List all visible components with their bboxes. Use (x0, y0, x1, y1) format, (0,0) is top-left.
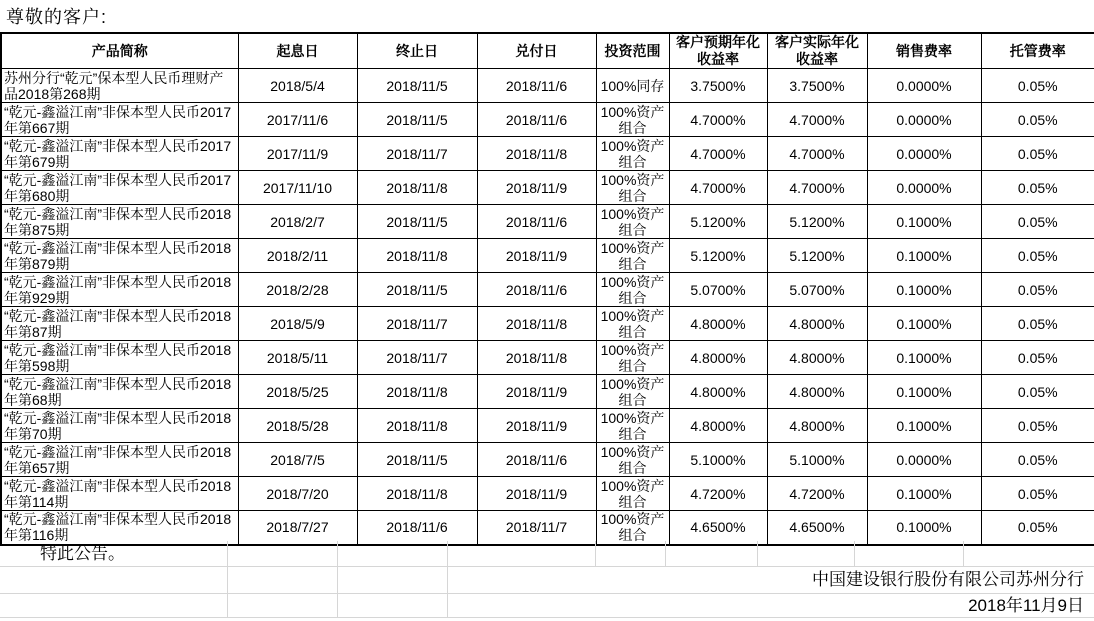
cell-payment-date: 2018/11/9 (477, 409, 596, 443)
header-row (1, 33, 1094, 69)
cell-actual-yield: 4.8000% (767, 341, 867, 375)
cell-end-date: 2018/11/8 (357, 171, 477, 205)
cell-scope: 100%同存 (596, 69, 669, 103)
cell-start-date: 2018/2/7 (238, 205, 357, 239)
closing-text: 特此公告。 (40, 544, 125, 563)
cell-scope: 100%资产组合 (596, 409, 669, 443)
cell-scope: 100%资产组合 (596, 477, 669, 511)
table-header (1, 33, 1094, 69)
cell-end-date: 2018/11/8 (357, 409, 477, 443)
cell-start-date: 2017/11/6 (238, 103, 357, 137)
cell-expected-yield: 5.1200% (669, 205, 767, 239)
cell-actual-yield: 4.8000% (767, 307, 867, 341)
table-row (1, 69, 1094, 103)
cell-custody-fee: 0.05% (981, 205, 1094, 239)
cell-actual-yield: 4.7000% (767, 103, 867, 137)
cell-actual-yield: 3.7500% (767, 69, 867, 103)
cell-start-date: 2018/5/28 (238, 409, 357, 443)
cell-custody-fee: 0.05% (981, 409, 1094, 443)
cell-product: “乾元-鑫溢江南”非保本型人民币2018年第879期 (1, 239, 238, 273)
cell-product: 苏州分行“乾元”保本型人民币理财产品2018第268期 (1, 69, 238, 103)
cell-product: “乾元-鑫溢江南”非保本型人民币2018年第657期 (1, 443, 238, 477)
cell-payment-date: 2018/11/8 (477, 341, 596, 375)
table-row (1, 273, 1094, 307)
cell-start-date: 2018/5/25 (238, 375, 357, 409)
cell-sales-fee: 0.1000% (867, 341, 981, 375)
table-row (1, 137, 1094, 171)
cell-expected-yield: 3.7500% (669, 69, 767, 103)
cell-expected-yield: 4.8000% (669, 409, 767, 443)
cell-product: “乾元-鑫溢江南”非保本型人民币2018年第929期 (1, 273, 238, 307)
cell-actual-yield: 5.0700% (767, 273, 867, 307)
column-header-product: 产品简称 (1, 33, 238, 69)
cell-custody-fee: 0.05% (981, 239, 1094, 273)
table-row (1, 307, 1094, 341)
cell-expected-yield: 4.7000% (669, 137, 767, 171)
cell-start-date: 2018/2/28 (238, 273, 357, 307)
excel-gridline (665, 541, 666, 566)
column-header-custody-fee: 托管费率 (981, 33, 1094, 69)
cell-custody-fee: 0.05% (981, 171, 1094, 205)
footer-area (0, 541, 1094, 621)
column-header-start-date: 起息日 (238, 33, 357, 69)
cell-expected-yield: 4.6500% (669, 511, 767, 545)
cell-actual-yield: 4.7000% (767, 137, 867, 171)
cell-expected-yield: 5.0700% (669, 273, 767, 307)
cell-sales-fee: 0.1000% (867, 205, 981, 239)
cell-end-date: 2018/11/5 (357, 205, 477, 239)
cell-payment-date: 2018/11/6 (477, 273, 596, 307)
column-header-expected-yield: 客户预期年化收益率 (669, 33, 767, 69)
cell-actual-yield: 5.1000% (767, 443, 867, 477)
cell-end-date: 2018/11/7 (357, 307, 477, 341)
cell-scope: 100%资产组合 (596, 443, 669, 477)
table-row (1, 409, 1094, 443)
excel-gridline (595, 541, 596, 566)
table-row (1, 205, 1094, 239)
cell-scope: 100%资产组合 (596, 171, 669, 205)
cell-payment-date: 2018/11/8 (477, 307, 596, 341)
cell-end-date: 2018/11/5 (357, 443, 477, 477)
excel-gridline (0, 593, 1094, 594)
cell-actual-yield: 4.7000% (767, 171, 867, 205)
cell-custody-fee: 0.05% (981, 511, 1094, 545)
cell-payment-date: 2018/11/6 (477, 103, 596, 137)
table-body (1, 69, 1094, 545)
cell-scope: 100%资产组合 (596, 375, 669, 409)
cell-start-date: 2018/5/11 (238, 341, 357, 375)
cell-sales-fee: 0.1000% (867, 273, 981, 307)
cell-custody-fee: 0.05% (981, 477, 1094, 511)
column-header-payment-date: 兑付日 (477, 33, 596, 69)
cell-product: “乾元-鑫溢江南”非保本型人民币2018年第114期 (1, 477, 238, 511)
cell-payment-date: 2018/11/9 (477, 477, 596, 511)
excel-gridline (757, 541, 758, 566)
cell-payment-date: 2018/11/9 (477, 375, 596, 409)
cell-scope: 100%资产组合 (596, 511, 669, 545)
cell-sales-fee: 0.1000% (867, 239, 981, 273)
cell-expected-yield: 4.7200% (669, 477, 767, 511)
cell-payment-date: 2018/11/9 (477, 171, 596, 205)
cell-custody-fee: 0.05% (981, 69, 1094, 103)
excel-gridline (337, 541, 338, 617)
cell-sales-fee: 0.1000% (867, 511, 981, 545)
table-row (1, 375, 1094, 409)
table-row (1, 239, 1094, 273)
cell-scope: 100%资产组合 (596, 273, 669, 307)
cell-custody-fee: 0.05% (981, 307, 1094, 341)
cell-product: “乾元-鑫溢江南”非保本型人民币2018年第70期 (1, 409, 238, 443)
cell-end-date: 2018/11/5 (357, 103, 477, 137)
cell-custody-fee: 0.05% (981, 341, 1094, 375)
table-row (1, 341, 1094, 375)
column-header-sales-fee: 销售费率 (867, 33, 981, 69)
cell-end-date: 2018/11/6 (357, 511, 477, 545)
cell-start-date: 2018/7/5 (238, 443, 357, 477)
cell-start-date: 2018/7/20 (238, 477, 357, 511)
excel-gridline (963, 541, 964, 566)
cell-actual-yield: 5.1200% (767, 205, 867, 239)
announcement-table (0, 32, 1094, 546)
bank-signature: 中国建设银行股份有限公司苏州分行 (812, 570, 1084, 589)
cell-sales-fee: 0.0000% (867, 69, 981, 103)
cell-scope: 100%资产组合 (596, 239, 669, 273)
cell-actual-yield: 5.1200% (767, 239, 867, 273)
cell-product: “乾元-鑫溢江南”非保本型人民币2018年第598期 (1, 341, 238, 375)
cell-expected-yield: 4.7000% (669, 171, 767, 205)
cell-custody-fee: 0.05% (981, 103, 1094, 137)
cell-start-date: 2018/2/11 (238, 239, 357, 273)
excel-gridline (0, 617, 1094, 618)
cell-product: “乾元-鑫溢江南”非保本型人民币2018年第87期 (1, 307, 238, 341)
cell-sales-fee: 0.1000% (867, 307, 981, 341)
cell-product: “乾元-鑫溢江南”非保本型人民币2018年第875期 (1, 205, 238, 239)
cell-scope: 100%资产组合 (596, 307, 669, 341)
cell-expected-yield: 4.8000% (669, 375, 767, 409)
greeting-text: 尊敬的客户: (6, 7, 108, 27)
cell-expected-yield: 4.7000% (669, 103, 767, 137)
cell-sales-fee: 0.1000% (867, 409, 981, 443)
cell-start-date: 2018/5/4 (238, 69, 357, 103)
cell-payment-date: 2018/11/6 (477, 205, 596, 239)
table-row (1, 443, 1094, 477)
cell-payment-date: 2018/11/8 (477, 137, 596, 171)
cell-actual-yield: 4.8000% (767, 409, 867, 443)
cell-product: “乾元-鑫溢江南”非保本型人民币2017年第667期 (1, 103, 238, 137)
column-header-scope: 投资范围 (596, 33, 669, 69)
cell-payment-date: 2018/11/6 (477, 443, 596, 477)
cell-sales-fee: 0.0000% (867, 171, 981, 205)
cell-custody-fee: 0.05% (981, 375, 1094, 409)
table-row (1, 511, 1094, 545)
cell-product: “乾元-鑫溢江南”非保本型人民币2018年第116期 (1, 511, 238, 545)
table-row (1, 171, 1094, 205)
cell-start-date: 2017/11/9 (238, 137, 357, 171)
cell-scope: 100%资产组合 (596, 103, 669, 137)
cell-payment-date: 2018/11/6 (477, 69, 596, 103)
cell-end-date: 2018/11/7 (357, 137, 477, 171)
cell-sales-fee: 0.0000% (867, 137, 981, 171)
cell-sales-fee: 0.1000% (867, 477, 981, 511)
cell-product: “乾元-鑫溢江南”非保本型人民币2018年第68期 (1, 375, 238, 409)
cell-custody-fee: 0.05% (981, 137, 1094, 171)
excel-gridline (227, 541, 228, 617)
cell-start-date: 2017/11/10 (238, 171, 357, 205)
cell-scope: 100%资产组合 (596, 205, 669, 239)
cell-product: “乾元-鑫溢江南”非保本型人民币2017年第679期 (1, 137, 238, 171)
table-row (1, 103, 1094, 137)
cell-actual-yield: 4.6500% (767, 511, 867, 545)
column-header-actual-yield: 客户实际年化收益率 (767, 33, 867, 69)
cell-end-date: 2018/11/5 (357, 69, 477, 103)
excel-gridline (854, 541, 855, 566)
cell-end-date: 2018/11/8 (357, 477, 477, 511)
cell-actual-yield: 4.7200% (767, 477, 867, 511)
cell-expected-yield: 4.8000% (669, 341, 767, 375)
column-header-end-date: 终止日 (357, 33, 477, 69)
cell-end-date: 2018/11/8 (357, 375, 477, 409)
cell-payment-date: 2018/11/9 (477, 239, 596, 273)
cell-payment-date: 2018/11/7 (477, 511, 596, 545)
cell-end-date: 2018/11/8 (357, 239, 477, 273)
cell-custody-fee: 0.05% (981, 273, 1094, 307)
cell-sales-fee: 0.1000% (867, 375, 981, 409)
cell-expected-yield: 5.1200% (669, 239, 767, 273)
cell-product: “乾元-鑫溢江南”非保本型人民币2017年第680期 (1, 171, 238, 205)
cell-custody-fee: 0.05% (981, 443, 1094, 477)
excel-gridline (447, 541, 448, 617)
cell-expected-yield: 5.1000% (669, 443, 767, 477)
cell-sales-fee: 0.0000% (867, 443, 981, 477)
cell-end-date: 2018/11/5 (357, 273, 477, 307)
table-row (1, 477, 1094, 511)
cell-start-date: 2018/5/9 (238, 307, 357, 341)
cell-scope: 100%资产组合 (596, 341, 669, 375)
cell-end-date: 2018/11/7 (357, 341, 477, 375)
cell-scope: 100%资产组合 (596, 137, 669, 171)
cell-sales-fee: 0.0000% (867, 103, 981, 137)
cell-actual-yield: 4.8000% (767, 375, 867, 409)
announcement-date: 2018年11月9日 (968, 596, 1084, 615)
cell-expected-yield: 4.8000% (669, 307, 767, 341)
cell-start-date: 2018/7/27 (238, 511, 357, 545)
